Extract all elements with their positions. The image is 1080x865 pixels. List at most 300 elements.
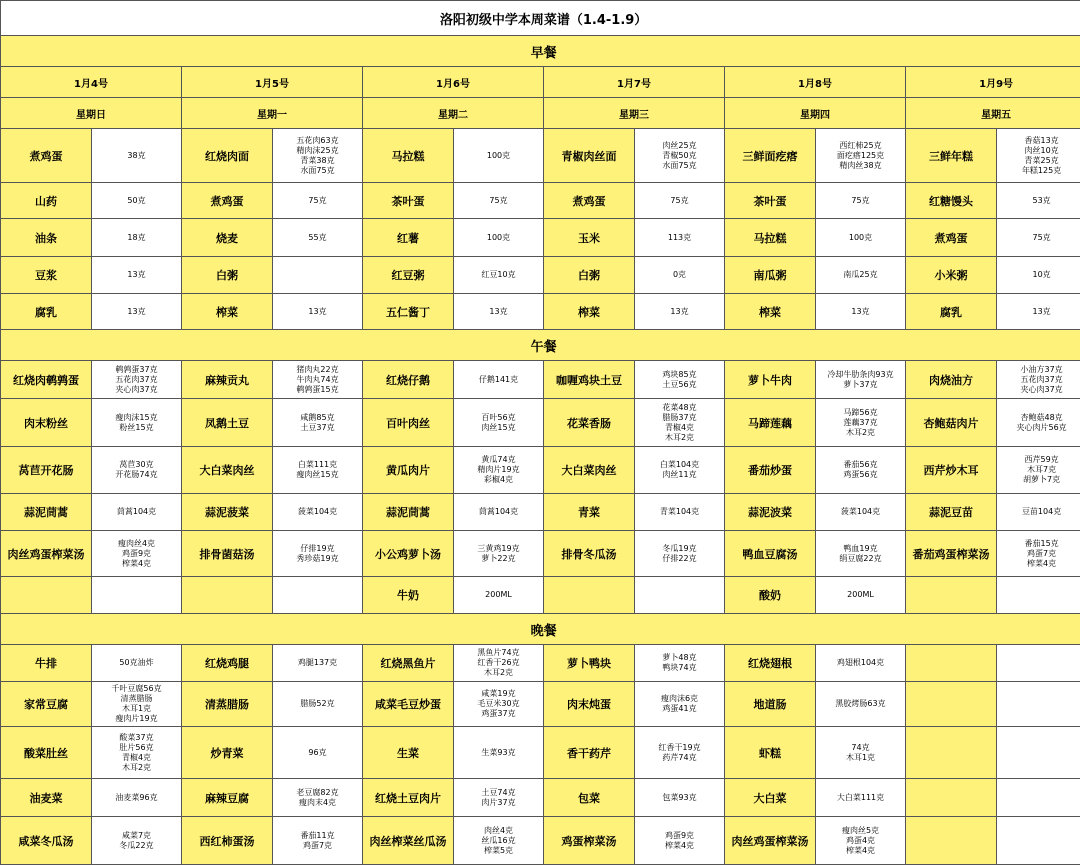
ingredient-line: 肉片37克: [454, 798, 543, 808]
ingredient-line: 马蹄56克: [816, 408, 905, 418]
date-header: 1月6号: [363, 67, 544, 98]
ingredient-line: 鹌鹑蛋37克: [92, 365, 181, 375]
ingredient-line: 75克: [273, 196, 362, 206]
dish-name: 排骨菌菇汤: [182, 531, 273, 577]
dish-name: 煮鸡蛋: [1, 129, 92, 183]
dish-quantity: [997, 183, 1080, 219]
ingredient-line: 仔排19克: [273, 544, 362, 554]
ingredient-line: 肉丝11克: [635, 470, 724, 480]
dish-name: 大白菜: [725, 779, 816, 817]
dish-quantity: [454, 817, 544, 865]
ingredient-line: 青椒4克: [635, 423, 724, 433]
dish-name: 烧麦: [182, 219, 273, 257]
dish-quantity: [273, 727, 363, 779]
dish-name: 小公鸡萝卜汤: [363, 531, 454, 577]
dish-quantity: [635, 682, 725, 727]
dish-name: 麻辣贡丸: [182, 361, 273, 399]
dish-quantity: [816, 494, 906, 531]
dish-quantity: [92, 531, 182, 577]
ingredient-line: 冷却牛肋条肉93克: [816, 370, 905, 380]
ingredient-line: 秀珍菇19克: [273, 554, 362, 564]
dish-quantity: [997, 219, 1080, 257]
dish-quantity: [92, 727, 182, 779]
dish-name: [906, 577, 997, 614]
dish-name: 清蒸腊肠: [182, 682, 273, 727]
ingredient-line: 瘦肉沫15克: [92, 413, 181, 423]
dish-name: 凤鹅土豆: [182, 399, 273, 447]
dish-name: 青菜: [544, 494, 635, 531]
ingredient-line: 53克: [997, 196, 1080, 206]
ingredient-line: 青椒4克: [92, 753, 181, 763]
ingredient-line: 红香干26克: [454, 658, 543, 668]
dish-name: 玉米: [544, 219, 635, 257]
dish-quantity: [273, 399, 363, 447]
meal-section-header: 早餐: [1, 36, 1080, 67]
ingredient-line: 咸菜7克: [92, 831, 181, 841]
dish-quantity: [997, 361, 1080, 399]
dish-quantity: [454, 361, 544, 399]
dish-quantity: [92, 682, 182, 727]
dish-quantity: [92, 645, 182, 682]
dish-quantity: [273, 577, 363, 614]
dish-quantity: [997, 399, 1080, 447]
ingredient-line: 10克: [997, 270, 1080, 280]
ingredient-line: 土豆56克: [635, 380, 724, 390]
dish-quantity: [997, 129, 1080, 183]
dish-name: [906, 779, 997, 817]
ingredient-line: 木耳1克: [816, 753, 905, 763]
dish-quantity: [816, 682, 906, 727]
ingredient-line: 鸡蛋7克: [997, 549, 1080, 559]
ingredient-line: 土豆74克: [454, 788, 543, 798]
ingredient-line: 莲藕37克: [816, 418, 905, 428]
dish-name: 青椒肉丝面: [544, 129, 635, 183]
dish-quantity: [816, 257, 906, 294]
ingredient-line: 黄瓜74克: [454, 455, 543, 465]
ingredient-line: 鸡蛋9克: [635, 831, 724, 841]
dish-quantity: [635, 447, 725, 494]
dish-name: 肉丝鸡蛋榨菜汤: [1, 531, 92, 577]
dish-quantity: [454, 399, 544, 447]
dish-name: 麻辣豆腐: [182, 779, 273, 817]
weekday-header: 星期二: [363, 98, 544, 129]
dish-name: 蒜泥豆苗: [906, 494, 997, 531]
dish-name: [1, 577, 92, 614]
ingredient-line: 黑胶烤肠63克: [816, 699, 905, 709]
dish-name: 杏鲍菇肉片: [906, 399, 997, 447]
dish-name: 鸡蛋榨菜汤: [544, 817, 635, 865]
ingredient-line: 粉丝15克: [92, 423, 181, 433]
dish-name: [182, 577, 273, 614]
ingredient-line: 木耳7克: [997, 465, 1080, 475]
dish-quantity: [635, 257, 725, 294]
dish-quantity: [273, 682, 363, 727]
ingredient-line: 木耳2克: [816, 428, 905, 438]
dish-quantity: [816, 645, 906, 682]
date-header: 1月9号: [906, 67, 1080, 98]
dish-name: 肉丝鸡蛋榨菜汤: [725, 817, 816, 865]
ingredient-line: 75克: [816, 196, 905, 206]
dish-name: 榨菜: [544, 294, 635, 330]
dish-name: 肉末炖蛋: [544, 682, 635, 727]
ingredient-line: 青菜104克: [635, 507, 724, 517]
ingredient-line: 菠菜104克: [816, 507, 905, 517]
ingredient-line: 18克: [92, 233, 181, 243]
ingredient-line: 杏鲍菇48克: [997, 413, 1080, 423]
dish-name: 萝卜牛肉: [725, 361, 816, 399]
ingredient-line: 开花肠74克: [92, 470, 181, 480]
dish-name: 茶叶蛋: [363, 183, 454, 219]
ingredient-line: 鸡块85克: [635, 370, 724, 380]
dish-quantity: [635, 361, 725, 399]
dish-quantity: [454, 727, 544, 779]
dish-name: 三鲜年糕: [906, 129, 997, 183]
dish-quantity: [454, 257, 544, 294]
ingredient-line: 75克: [997, 233, 1080, 243]
dish-quantity: [635, 531, 725, 577]
ingredient-line: 木耳2克: [635, 433, 724, 443]
dish-name: 咖喱鸡块土豆: [544, 361, 635, 399]
dish-quantity: [92, 294, 182, 330]
ingredient-line: 香菇13克: [997, 136, 1080, 146]
dish-quantity: [454, 494, 544, 531]
dish-quantity: [997, 577, 1080, 614]
weekday-header: 星期五: [906, 98, 1080, 129]
ingredient-line: 鸡蛋7克: [273, 841, 362, 851]
dish-name: 煮鸡蛋: [544, 183, 635, 219]
ingredient-line: 百叶56克: [454, 413, 543, 423]
ingredient-line: 酸菜37克: [92, 733, 181, 743]
ingredient-line: 木耳2克: [454, 668, 543, 678]
dish-name: 西红柿蛋汤: [182, 817, 273, 865]
ingredient-line: 花菜48克: [635, 403, 724, 413]
ingredient-line: 肉丝4克: [454, 826, 543, 836]
dish-quantity: [273, 129, 363, 183]
dish-quantity: [816, 294, 906, 330]
ingredient-line: 榨菜4克: [816, 846, 905, 856]
dish-quantity: [997, 257, 1080, 294]
dish-quantity: [997, 682, 1080, 727]
dish-quantity: [635, 817, 725, 865]
dish-name: 蒜泥波菜: [725, 494, 816, 531]
ingredient-line: 仔排22克: [635, 554, 724, 564]
ingredient-line: 榨菜5克: [454, 846, 543, 856]
dish-quantity: [273, 645, 363, 682]
ingredient-line: 水面75克: [635, 161, 724, 171]
dish-name: [544, 577, 635, 614]
ingredient-line: 55克: [273, 233, 362, 243]
dish-quantity: [454, 531, 544, 577]
dish-quantity: [454, 219, 544, 257]
dish-quantity: [454, 779, 544, 817]
dish-quantity: [997, 531, 1080, 577]
dish-name: 红烧翅根: [725, 645, 816, 682]
dish-name: [906, 727, 997, 779]
ingredient-line: 药芹74克: [635, 753, 724, 763]
ingredient-line: 冬瓜19克: [635, 544, 724, 554]
dish-name: 红烧肉鹌鹑蛋: [1, 361, 92, 399]
ingredient-line: 瘦肉末4克: [273, 798, 362, 808]
dish-quantity: [92, 361, 182, 399]
dish-quantity: [92, 494, 182, 531]
dish-name: 地道肠: [725, 682, 816, 727]
dish-quantity: [273, 531, 363, 577]
ingredient-line: 菠菜104克: [273, 507, 362, 517]
dish-name: 肉丝榨菜丝瓜汤: [363, 817, 454, 865]
ingredient-line: 0克: [635, 270, 724, 280]
ingredient-line: 200ML: [816, 590, 905, 600]
ingredient-line: 老豆腐82克: [273, 788, 362, 798]
dish-quantity: [92, 577, 182, 614]
dish-name: 红薯: [363, 219, 454, 257]
dish-quantity: [92, 817, 182, 865]
ingredient-line: 生菜93克: [454, 748, 543, 758]
ingredient-line: 莴苣30克: [92, 460, 181, 470]
ingredient-line: 年糕125克: [997, 166, 1080, 176]
dish-name: 山药: [1, 183, 92, 219]
dish-name: 白粥: [544, 257, 635, 294]
dish-quantity: [816, 577, 906, 614]
dish-name: 马拉糕: [363, 129, 454, 183]
ingredient-line: 三黄鸡19克: [454, 544, 543, 554]
ingredient-line: 鸭块74克: [635, 663, 724, 673]
ingredient-line: 13克: [454, 307, 543, 317]
dish-quantity: [92, 183, 182, 219]
dish-name: 红烧黑鱼片: [363, 645, 454, 682]
ingredient-line: 茼蒿104克: [92, 507, 181, 517]
dish-name: 蒜泥菠菜: [182, 494, 273, 531]
ingredient-line: 75克: [635, 196, 724, 206]
dish-name: 香干药芹: [544, 727, 635, 779]
dish-name: 南瓜粥: [725, 257, 816, 294]
weekday-header: 星期一: [182, 98, 363, 129]
ingredient-line: 13克: [635, 307, 724, 317]
ingredient-line: 腊肠37克: [635, 413, 724, 423]
dish-name: [906, 817, 997, 865]
dish-name: 咸菜冬瓜汤: [1, 817, 92, 865]
dish-quantity: [997, 447, 1080, 494]
dish-name: [906, 645, 997, 682]
ingredient-line: 夹心肉37克: [997, 385, 1080, 395]
meal-section-header: 午餐: [1, 330, 1080, 361]
dish-quantity: [816, 361, 906, 399]
dish-quantity: [816, 447, 906, 494]
ingredient-line: 鸡蛋56克: [816, 470, 905, 480]
dish-name: 小米粥: [906, 257, 997, 294]
dish-quantity: [92, 257, 182, 294]
meal-section-header: 晚餐: [1, 614, 1080, 645]
page-title: 洛阳初级中学本周菜谱（1.4-1.9）: [1, 1, 1080, 36]
ingredient-line: 鸡蛋9克: [92, 549, 181, 559]
weekday-header: 星期日: [1, 98, 182, 129]
ingredient-line: 茼蒿104克: [454, 507, 543, 517]
date-header: 1月4号: [1, 67, 182, 98]
ingredient-line: 38克: [92, 151, 181, 161]
dish-quantity: [635, 727, 725, 779]
ingredient-line: 青菜38克: [273, 156, 362, 166]
dish-quantity: [273, 294, 363, 330]
ingredient-line: 毛豆米30克: [454, 699, 543, 709]
ingredient-line: 咸鹅85克: [273, 413, 362, 423]
ingredient-line: 50克: [92, 196, 181, 206]
ingredient-line: 100克: [454, 233, 543, 243]
ingredient-line: 鸡蛋41克: [635, 704, 724, 714]
dish-name: 红烧鸡腿: [182, 645, 273, 682]
ingredient-line: 113克: [635, 233, 724, 243]
dish-quantity: [454, 577, 544, 614]
ingredient-line: 西红柿25克: [816, 141, 905, 151]
dish-name: 番茄炒蛋: [725, 447, 816, 494]
dish-name: 酸奶: [725, 577, 816, 614]
dish-quantity: [816, 219, 906, 257]
dish-quantity: [997, 645, 1080, 682]
ingredient-line: 13克: [92, 270, 181, 280]
ingredient-line: 13克: [816, 307, 905, 317]
ingredient-line: 木耳2克: [92, 763, 181, 773]
ingredient-line: 五花肉63克: [273, 136, 362, 146]
dish-name: 大白菜肉丝: [544, 447, 635, 494]
ingredient-line: 千叶豆腐56克: [92, 684, 181, 694]
dish-quantity: [816, 817, 906, 865]
dish-name: 番茄鸡蛋榨菜汤: [906, 531, 997, 577]
dish-name: 榨菜: [725, 294, 816, 330]
dish-quantity: [273, 361, 363, 399]
ingredient-line: 五花肉37克: [92, 375, 181, 385]
dish-name: 红豆粥: [363, 257, 454, 294]
ingredient-line: 黑鱼片74克: [454, 648, 543, 658]
ingredient-line: 鸡蛋4克: [816, 836, 905, 846]
dish-name: 大白菜肉丝: [182, 447, 273, 494]
dish-quantity: [273, 779, 363, 817]
dish-quantity: [816, 399, 906, 447]
dish-quantity: [997, 779, 1080, 817]
dish-quantity: [454, 129, 544, 183]
ingredient-line: 彩椒4克: [454, 475, 543, 485]
dish-name: 牛奶: [363, 577, 454, 614]
ingredient-line: 肉丝15克: [454, 423, 543, 433]
dish-name: 虾糕: [725, 727, 816, 779]
dish-quantity: [454, 183, 544, 219]
ingredient-line: 鸡翅根104克: [816, 658, 905, 668]
dish-name: 百叶肉丝: [363, 399, 454, 447]
dish-quantity: [273, 219, 363, 257]
dish-name: 五仁酱丁: [363, 294, 454, 330]
ingredient-line: 咸菜19克: [454, 689, 543, 699]
ingredient-line: 榨菜4克: [997, 559, 1080, 569]
dish-name: 蒜泥茼蒿: [1, 494, 92, 531]
dish-quantity: [816, 531, 906, 577]
ingredient-line: 丝瓜16克: [454, 836, 543, 846]
dish-quantity: [454, 447, 544, 494]
dish-quantity: [997, 727, 1080, 779]
ingredient-line: 13克: [273, 307, 362, 317]
dish-name: [906, 682, 997, 727]
ingredient-line: 青椒50克: [635, 151, 724, 161]
dish-quantity: [92, 219, 182, 257]
dish-quantity: [92, 129, 182, 183]
dish-quantity: [997, 817, 1080, 865]
ingredient-line: 南瓜25克: [816, 270, 905, 280]
ingredient-line: 13克: [92, 307, 181, 317]
dish-quantity: [635, 645, 725, 682]
ingredient-line: 精肉丝38克: [816, 161, 905, 171]
ingredient-line: 大白菜111克: [816, 793, 905, 803]
dish-name: 煮鸡蛋: [182, 183, 273, 219]
dish-name: 煮鸡蛋: [906, 219, 997, 257]
ingredient-line: 豆苗104克: [997, 507, 1080, 517]
dish-quantity: [816, 727, 906, 779]
dish-quantity: [997, 494, 1080, 531]
ingredient-line: 74克: [816, 743, 905, 753]
weekday-header: 星期四: [725, 98, 906, 129]
dish-name: 三鲜面疙瘩: [725, 129, 816, 183]
ingredient-line: 五花肉37克: [997, 375, 1080, 385]
dish-name: 红烧肉面: [182, 129, 273, 183]
ingredient-line: 包菜93克: [635, 793, 724, 803]
ingredient-line: 75克: [454, 196, 543, 206]
dish-name: 家常豆腐: [1, 682, 92, 727]
dish-name: 萝卜鸭块: [544, 645, 635, 682]
dish-name: 酸菜肚丝: [1, 727, 92, 779]
dish-name: 莴苣开花肠: [1, 447, 92, 494]
dish-quantity: [454, 645, 544, 682]
ingredient-line: 96克: [273, 748, 362, 758]
ingredient-line: 猪肉丸22克: [273, 365, 362, 375]
dish-quantity: [816, 779, 906, 817]
ingredient-line: 鸡腿137克: [273, 658, 362, 668]
dish-name: 黄瓜肉片: [363, 447, 454, 494]
dish-name: 排骨冬瓜汤: [544, 531, 635, 577]
ingredient-line: 萝卜48克: [635, 653, 724, 663]
ingredient-line: 胡萝卜7克: [997, 475, 1080, 485]
dish-quantity: [816, 129, 906, 183]
dish-quantity: [635, 779, 725, 817]
ingredient-line: 木耳1克: [92, 704, 181, 714]
dish-quantity: [273, 817, 363, 865]
ingredient-line: 鹌鹑蛋15克: [273, 385, 362, 395]
ingredient-line: 100克: [454, 151, 543, 161]
dish-name: 包菜: [544, 779, 635, 817]
dish-name: 生菜: [363, 727, 454, 779]
dish-quantity: [635, 219, 725, 257]
dish-name: 牛排: [1, 645, 92, 682]
ingredient-line: 油麦菜96克: [92, 793, 181, 803]
ingredient-line: 小油方37克: [997, 365, 1080, 375]
dish-name: 红烧土豆肉片: [363, 779, 454, 817]
dish-quantity: [635, 294, 725, 330]
dish-name: 豆浆: [1, 257, 92, 294]
ingredient-line: 瘦肉丝15克: [273, 470, 362, 480]
dish-name: 花菜香肠: [544, 399, 635, 447]
ingredient-line: 红豆10克: [454, 270, 543, 280]
dish-name: 肉烧油方: [906, 361, 997, 399]
dish-name: 蒜泥茼蒿: [363, 494, 454, 531]
ingredient-line: 瘦肉沫6克: [635, 694, 724, 704]
ingredient-line: 夹心肉37克: [92, 385, 181, 395]
dish-quantity: [635, 494, 725, 531]
dish-quantity: [635, 399, 725, 447]
ingredient-line: 肉丝10克: [997, 146, 1080, 156]
dish-quantity: [92, 779, 182, 817]
dish-name: 榨菜: [182, 294, 273, 330]
dish-quantity: [273, 494, 363, 531]
ingredient-line: 肚片56克: [92, 743, 181, 753]
ingredient-line: 瘦肉丝5克: [816, 826, 905, 836]
ingredient-line: 100克: [816, 233, 905, 243]
dish-name: 腐乳: [1, 294, 92, 330]
dish-name: 白粥: [182, 257, 273, 294]
date-header: 1月7号: [544, 67, 725, 98]
